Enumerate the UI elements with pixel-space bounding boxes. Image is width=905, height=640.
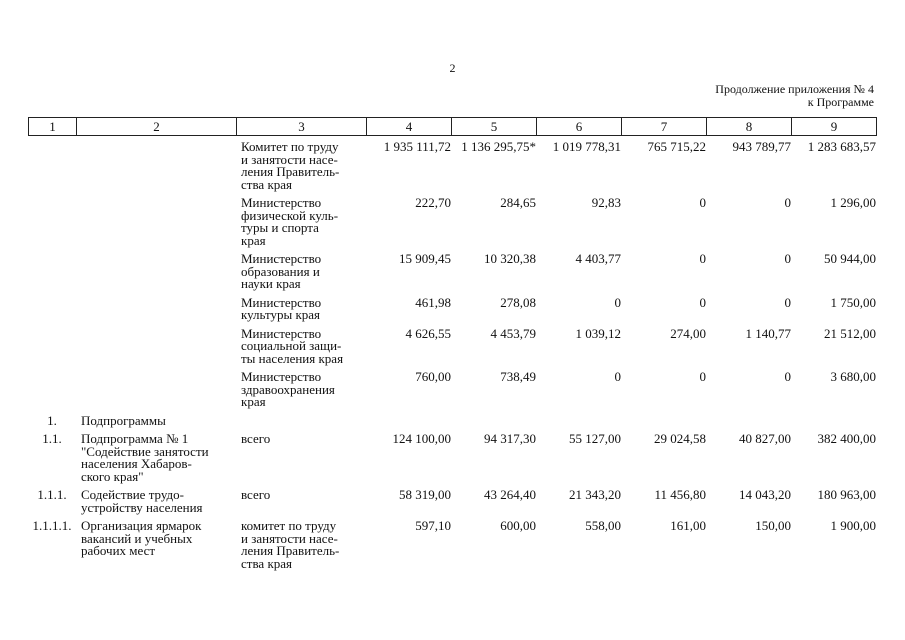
value-col-8: 0	[784, 294, 791, 310]
value-col-9: 1 750,00	[830, 294, 876, 310]
table-row	[28, 141, 876, 197]
value-col-4: 1 935 111,72	[383, 139, 451, 154]
value-col-6: 0	[614, 294, 621, 310]
value-col-8: 943 789,77	[732, 139, 791, 154]
table-row	[28, 253, 876, 297]
row-name	[76, 141, 236, 197]
column-header-1: 1	[29, 118, 77, 136]
table-row	[28, 328, 876, 372]
value-col-7: 0	[699, 195, 706, 210]
value-col-7: 0	[699, 369, 706, 384]
value-col-9: 3 680,00	[830, 369, 876, 384]
value-col-4: 124 100,00	[392, 431, 451, 446]
value-col-7: 0	[699, 251, 706, 266]
value-col-6: 0	[614, 369, 621, 384]
value-col-5: 738,49	[500, 369, 536, 384]
value-col-5: 10 320,38	[484, 251, 536, 266]
row-executor: Министерство образования и науки края	[241, 251, 322, 291]
column-number-header	[28, 117, 877, 136]
value-col-5: 278,08	[500, 294, 536, 310]
value-col-6: 1 019 778,31	[552, 139, 621, 154]
header-row	[29, 118, 877, 136]
value-col-8: 0	[784, 369, 791, 384]
row-number	[28, 141, 76, 197]
value-col-4: 58 319,00	[399, 487, 451, 502]
row-executor: Министерство культуры края	[241, 294, 322, 322]
column-header-5: 5	[452, 118, 537, 136]
table-row	[28, 489, 876, 520]
value-col-5: 43 264,40	[484, 487, 536, 502]
value-col-9: 50 944,00	[824, 251, 876, 266]
value-col-7: 29 024,58	[654, 431, 706, 446]
value-col-5: 1 136 295,75*	[461, 139, 536, 154]
value-col-9: 1 283 683,57	[807, 139, 876, 154]
page-number: 2	[449, 61, 456, 75]
value-col-6: 4 403,77	[575, 251, 621, 266]
column-header-3: 3	[237, 118, 367, 136]
value-col-4: 222,70	[415, 195, 451, 210]
row-number: 1.1.	[42, 431, 62, 446]
value-col-4: 4 626,55	[405, 325, 451, 341]
table-row	[28, 297, 876, 328]
value-col-9: 1 900,00	[830, 518, 876, 533]
value-col-6: 21 343,20	[569, 487, 621, 502]
row-executor: всего	[241, 431, 271, 446]
table-row	[28, 520, 876, 576]
row-name	[76, 297, 236, 328]
column-header-2: 2	[77, 118, 237, 136]
row-number: 1.1.1.	[37, 487, 67, 502]
row-name	[76, 328, 236, 372]
value-col-7: 274,00	[670, 325, 706, 341]
column-header-6: 6	[537, 118, 622, 136]
value-col-4: 597,10	[415, 518, 451, 533]
value-col-9: 21 512,00	[824, 325, 876, 341]
row-name	[76, 197, 236, 253]
program-budget-table	[28, 141, 876, 576]
row-number	[28, 371, 76, 415]
table-row	[28, 197, 876, 253]
row-executor: Министерство социальной защи- ты населения края	[241, 325, 344, 366]
table-row	[28, 371, 876, 415]
value-col-4: 760,00	[415, 369, 451, 384]
column-header-4: 4	[367, 118, 452, 136]
row-name	[76, 371, 236, 415]
row-number: 1.1.1.1.	[32, 518, 72, 533]
value-col-6: 92,83	[591, 195, 621, 210]
value-col-5: 4 453,79	[490, 325, 536, 341]
row-executor: Министерство здравоохранения края	[241, 369, 335, 409]
row-name: Подпрограммы	[81, 412, 166, 428]
row-number: 1.	[47, 412, 57, 428]
value-col-7: 0	[699, 294, 706, 310]
continuation-line-2: к Программе	[807, 95, 874, 109]
column-header-8: 8	[707, 118, 792, 136]
value-col-5: 94 317,30	[484, 431, 536, 446]
continuation-line-1: Продолжение приложения № 4	[715, 82, 874, 96]
row-executor: Комитет по труду и занятости насе- ления Правитель- ства края	[241, 139, 340, 192]
value-col-5: 284,65	[500, 195, 536, 210]
row-name	[76, 253, 236, 297]
value-col-8: 0	[784, 195, 791, 210]
value-col-8: 1 140,77	[745, 325, 791, 341]
appendix-continuation-note	[715, 83, 874, 109]
value-col-9: 1 296,00	[830, 195, 876, 210]
value-col-7: 11 456,80	[654, 487, 706, 502]
row-executor: Министерство физической куль- туры и спорта края	[241, 195, 339, 248]
column-header-7: 7	[622, 118, 707, 136]
value-col-8: 150,00	[755, 518, 791, 533]
value-col-8: 0	[784, 251, 791, 266]
value-col-8: 14 043,20	[739, 487, 791, 502]
row-number	[28, 253, 76, 297]
row-name: Организация ярмарок вакансий и учебных рабочих мест	[81, 518, 202, 558]
value-col-9: 382 400,00	[817, 431, 876, 446]
row-executor: всего	[241, 487, 271, 502]
value-col-6: 558,00	[585, 518, 621, 533]
value-col-5: 600,00	[500, 518, 536, 533]
value-col-9: 180 963,00	[817, 487, 876, 502]
value-col-6: 1 039,12	[575, 325, 621, 341]
value-col-4: 15 909,45	[399, 251, 451, 266]
row-number	[28, 197, 76, 253]
row-number	[28, 297, 76, 328]
row-name: Подпрограмма № 1 "Содействие занятости населения Хабаров- ского края"	[81, 431, 209, 484]
value-col-6: 55 127,00	[569, 431, 621, 446]
value-col-7: 161,00	[670, 518, 706, 533]
value-col-8: 40 827,00	[739, 431, 791, 446]
value-col-7: 765 715,22	[647, 139, 706, 154]
row-number	[28, 328, 76, 372]
value-col-4: 461,98	[415, 294, 451, 310]
row-executor: комитет по труду и занятости насе- ления Правитель- ства края	[241, 518, 340, 571]
row-name: Содействие трудо- устройству населения	[81, 487, 203, 515]
table-row	[28, 433, 876, 489]
column-header-9: 9	[792, 118, 877, 136]
